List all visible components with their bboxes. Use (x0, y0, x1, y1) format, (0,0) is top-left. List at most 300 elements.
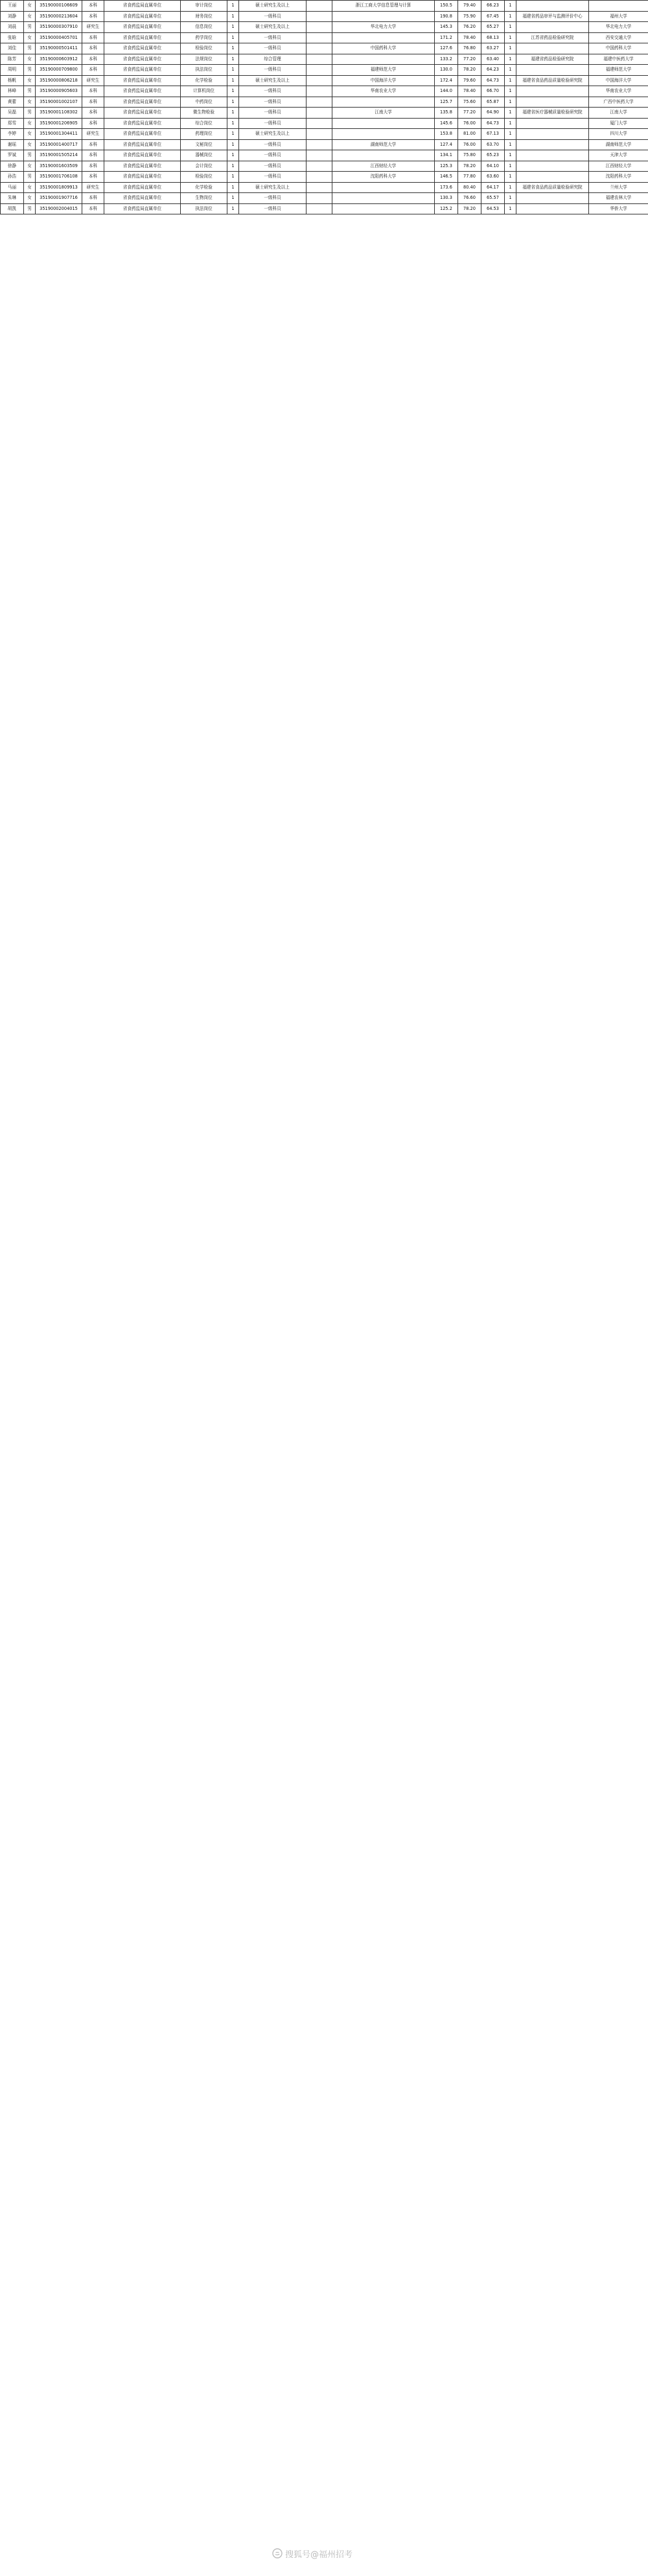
cell-education: 研究生 (82, 22, 104, 33)
cell-exam-id: 35190000307910 (36, 22, 82, 33)
cell-interview-score: 76.80 (458, 43, 481, 54)
cell-quota: 1 (227, 75, 239, 86)
cell-quota: 1 (227, 182, 239, 193)
cell-gender: 男 (24, 203, 36, 214)
table-row (1, 118, 648, 129)
cell-interview-score: 76.60 (458, 193, 481, 204)
document-page (0, 0, 648, 214)
cell-exam-id: 35190000709800 (36, 65, 82, 76)
cell-education: 本科 (82, 86, 104, 97)
cell-gender: 女 (24, 32, 36, 43)
cell-title: 一级科员 (239, 97, 307, 108)
cell-unit: 省食药监局直属单位 (104, 108, 181, 119)
cell-total-score: 64.53 (481, 203, 505, 214)
cell-gender: 女 (24, 75, 36, 86)
cell-interview-score: 75.60 (458, 97, 481, 108)
cell-rank: 1 (505, 75, 516, 86)
table-row (1, 1, 648, 12)
cell-gender: 男 (24, 86, 36, 97)
cell-interview-score: 76.00 (458, 118, 481, 129)
cell-position: 审计岗位 (181, 1, 227, 12)
cell-gender: 男 (24, 22, 36, 33)
cell-rank: 1 (505, 43, 516, 54)
cell-rank: 1 (505, 108, 516, 119)
cell-position: 计算机岗位 (181, 86, 227, 97)
cell-interview-score: 79.60 (458, 75, 481, 86)
cell-unit: 省食药监局直属单位 (104, 150, 181, 161)
cell-note (307, 11, 332, 22)
cell-unit: 省食药监局直属单位 (104, 161, 181, 172)
table-body (1, 1, 648, 214)
cell-unit: 省食药监局直属单位 (104, 1, 181, 12)
cell-school (332, 150, 435, 161)
cell-name: 徐静 (1, 161, 24, 172)
cell-gender: 女 (24, 11, 36, 22)
cell-note (307, 75, 332, 86)
cell-school: 沈阳药科大学 (332, 172, 435, 183)
cell-written-score: 127.6 (435, 43, 458, 54)
cell-unit: 省食药监局直属单位 (104, 43, 181, 54)
cell-graduate-school: 江西财经大学 (589, 161, 648, 172)
cell-exam-id: 35190001206905 (36, 118, 82, 129)
cell-education: 本科 (82, 11, 104, 22)
cell-written-score: 146.5 (435, 172, 458, 183)
cell-rank: 1 (505, 22, 516, 33)
cell-position: 检验岗位 (181, 172, 227, 183)
cell-education: 本科 (82, 150, 104, 161)
cell-note (307, 108, 332, 119)
cell-total-score: 64.23 (481, 65, 505, 76)
cell-school (332, 54, 435, 65)
cell-exam-id: 35190001400717 (36, 139, 82, 150)
cell-education: 本科 (82, 193, 104, 204)
cell-interview-score: 77.20 (458, 54, 481, 65)
cell-rank: 1 (505, 97, 516, 108)
cell-education: 本科 (82, 161, 104, 172)
cell-interview-score: 80.40 (458, 182, 481, 193)
cell-employer (516, 193, 589, 204)
cell-written-score: 133.2 (435, 54, 458, 65)
cell-employer (516, 161, 589, 172)
cell-position: 财务岗位 (181, 11, 227, 22)
cell-school: 中国海洋大学 (332, 75, 435, 86)
sohu-logo-icon (272, 2548, 283, 2559)
table-row (1, 203, 648, 214)
cell-graduate-school: 福建师范大学 (589, 65, 648, 76)
cell-gender: 女 (24, 129, 36, 140)
cell-education: 本科 (82, 108, 104, 119)
cell-exam-id: 35190000806218 (36, 75, 82, 86)
cell-unit: 省食药监局直属单位 (104, 86, 181, 97)
cell-employer: 福建省医疗器械质量检验研究院 (516, 108, 589, 119)
cell-name: 杨帆 (1, 75, 24, 86)
cell-quota: 1 (227, 43, 239, 54)
cell-written-score: 130.3 (435, 193, 458, 204)
cell-written-score: 173.6 (435, 182, 458, 193)
cell-education: 研究生 (82, 75, 104, 86)
cell-total-score: 64.73 (481, 75, 505, 86)
cell-name: 黄蕾 (1, 97, 24, 108)
cell-graduate-school: 福建农林大学 (589, 193, 648, 204)
cell-unit: 省食药监局直属单位 (104, 129, 181, 140)
cell-employer (516, 43, 589, 54)
cell-position: 检验岗位 (181, 43, 227, 54)
cell-total-score: 65.87 (481, 97, 505, 108)
cell-name: 刘佳 (1, 43, 24, 54)
cell-school (332, 129, 435, 140)
cell-total-score: 64.90 (481, 108, 505, 119)
cell-written-score: 130.0 (435, 65, 458, 76)
cell-note (307, 65, 332, 76)
cell-note (307, 97, 332, 108)
table-row (1, 182, 648, 193)
cell-name: 马丽 (1, 182, 24, 193)
cell-gender: 女 (24, 193, 36, 204)
cell-note (307, 150, 332, 161)
cell-employer (516, 129, 589, 140)
cell-exam-id: 35190000501411 (36, 43, 82, 54)
cell-school: 江西财经大学 (332, 161, 435, 172)
cell-interview-score: 78.40 (458, 32, 481, 43)
cell-exam-id: 35190001706108 (36, 172, 82, 183)
table-row (1, 86, 648, 97)
table-row (1, 54, 648, 65)
cell-employer: 福建省药品检验研究院 (516, 54, 589, 65)
cell-quota: 1 (227, 97, 239, 108)
cell-school (332, 32, 435, 43)
cell-unit: 省食药监局直属单位 (104, 11, 181, 22)
cell-quota: 1 (227, 11, 239, 22)
cell-interview-score: 78.20 (458, 203, 481, 214)
cell-education: 本科 (82, 139, 104, 150)
cell-gender: 女 (24, 97, 36, 108)
cell-employer (516, 118, 589, 129)
cell-name: 刘静 (1, 11, 24, 22)
personnel-results-table (0, 0, 648, 214)
cell-graduate-school: 福州大学 (589, 11, 648, 22)
cell-exam-id: 35190001603509 (36, 161, 82, 172)
cell-written-score: 190.8 (435, 11, 458, 22)
cell-gender: 男 (24, 108, 36, 119)
cell-title: 硕士研究生及以上 (239, 1, 307, 12)
cell-quota: 1 (227, 129, 239, 140)
cell-school: 中国药科大学 (332, 43, 435, 54)
cell-title: 综合管理 (239, 54, 307, 65)
cell-total-score: 66.23 (481, 1, 505, 12)
cell-total-score: 63.40 (481, 54, 505, 65)
cell-quota: 1 (227, 118, 239, 129)
cell-name: 陈芳 (1, 54, 24, 65)
cell-title: 一级科员 (239, 161, 307, 172)
table-row (1, 161, 648, 172)
cell-education: 本科 (82, 172, 104, 183)
cell-unit: 省食药监局直属单位 (104, 193, 181, 204)
cell-note (307, 22, 332, 33)
cell-name: 林峰 (1, 86, 24, 97)
cell-interview-score: 81.00 (458, 129, 481, 140)
cell-rank: 1 (505, 203, 516, 214)
cell-graduate-school: 四川大学 (589, 129, 648, 140)
cell-position: 器械岗位 (181, 150, 227, 161)
cell-title: 一级科员 (239, 172, 307, 183)
cell-written-score: 144.0 (435, 86, 458, 97)
cell-title: 硕士研究生及以上 (239, 22, 307, 33)
cell-gender: 女 (24, 54, 36, 65)
cell-exam-id: 35190000405701 (36, 32, 82, 43)
cell-education: 本科 (82, 43, 104, 54)
cell-gender: 男 (24, 172, 36, 183)
cell-total-score: 67.45 (481, 11, 505, 22)
cell-title: 一级科员 (239, 43, 307, 54)
cell-interview-score: 78.20 (458, 65, 481, 76)
cell-position: 执法岗位 (181, 65, 227, 76)
cell-position: 会计岗位 (181, 161, 227, 172)
table-row (1, 108, 648, 119)
cell-name: 罗斌 (1, 150, 24, 161)
cell-note (307, 182, 332, 193)
cell-graduate-school: 福建中医药大学 (589, 54, 648, 65)
cell-total-score: 65.57 (481, 193, 505, 204)
cell-gender: 女 (24, 1, 36, 12)
cell-gender: 女 (24, 161, 36, 172)
cell-title: 一级科员 (239, 108, 307, 119)
cell-unit: 省食药监局直属单位 (104, 54, 181, 65)
cell-title: 一级科员 (239, 86, 307, 97)
cell-title: 一级科员 (239, 193, 307, 204)
cell-written-score: 125.7 (435, 97, 458, 108)
cell-education: 本科 (82, 203, 104, 214)
cell-unit: 省食药监局直属单位 (104, 172, 181, 183)
cell-name: 朱琳 (1, 193, 24, 204)
cell-employer (516, 172, 589, 183)
cell-total-score: 63.27 (481, 43, 505, 54)
cell-note (307, 118, 332, 129)
cell-unit: 省食药监局直属单位 (104, 75, 181, 86)
cell-written-score: 125.2 (435, 203, 458, 214)
cell-graduate-school: 华北电力大学 (589, 22, 648, 33)
cell-rank: 1 (505, 161, 516, 172)
cell-exam-id: 35190001304411 (36, 129, 82, 140)
cell-school (332, 97, 435, 108)
cell-quota: 1 (227, 54, 239, 65)
cell-graduate-school (589, 1, 648, 12)
cell-school (332, 11, 435, 22)
cell-employer (516, 86, 589, 97)
cell-graduate-school: 江南大学 (589, 108, 648, 119)
cell-position: 药理岗位 (181, 129, 227, 140)
cell-name: 吴磊 (1, 108, 24, 119)
cell-title: 一级科员 (239, 139, 307, 150)
cell-interview-score: 78.20 (458, 161, 481, 172)
table-row (1, 150, 648, 161)
cell-school: 华南农业大学 (332, 86, 435, 97)
cell-rank: 1 (505, 150, 516, 161)
cell-exam-id: 35190001002107 (36, 97, 82, 108)
cell-gender: 女 (24, 118, 36, 129)
watermark (272, 2546, 382, 2560)
cell-school: 浙江工商大学信息管理与计算 (332, 1, 435, 12)
cell-exam-id: 35190001108302 (36, 108, 82, 119)
cell-graduate-school: 兰州大学 (589, 182, 648, 193)
cell-unit: 省食药监局直属单位 (104, 65, 181, 76)
cell-total-score: 65.27 (481, 22, 505, 33)
cell-position: 化学检验 (181, 182, 227, 193)
cell-position: 综合岗位 (181, 118, 227, 129)
cell-interview-score: 79.40 (458, 1, 481, 12)
cell-quota: 1 (227, 32, 239, 43)
cell-rank: 1 (505, 1, 516, 12)
cell-note (307, 203, 332, 214)
cell-education: 本科 (82, 118, 104, 129)
cell-graduate-school: 华侨大学 (589, 203, 648, 214)
table-row (1, 75, 648, 86)
cell-written-score: 150.5 (435, 1, 458, 12)
cell-interview-score: 75.80 (458, 150, 481, 161)
cell-unit: 省食药监局直属单位 (104, 118, 181, 129)
cell-graduate-school: 天津大学 (589, 150, 648, 161)
table-row (1, 129, 648, 140)
cell-rank: 1 (505, 118, 516, 129)
cell-education: 本科 (82, 97, 104, 108)
cell-note (307, 129, 332, 140)
cell-graduate-school: 华南农业大学 (589, 86, 648, 97)
cell-graduate-school: 广西中医药大学 (589, 97, 648, 108)
cell-unit: 省食药监局直属单位 (104, 139, 181, 150)
cell-gender: 男 (24, 65, 36, 76)
cell-note (307, 43, 332, 54)
cell-position: 微生物检验 (181, 108, 227, 119)
table-row (1, 22, 648, 33)
cell-exam-id: 35190001505214 (36, 150, 82, 161)
cell-exam-id: 35190000213604 (36, 11, 82, 22)
cell-school (332, 182, 435, 193)
cell-written-score: 134.1 (435, 150, 458, 161)
cell-name: 孙浩 (1, 172, 24, 183)
cell-title: 硕士研究生及以上 (239, 129, 307, 140)
cell-note (307, 172, 332, 183)
table-row (1, 172, 648, 183)
cell-graduate-school: 厦门大学 (589, 118, 648, 129)
cell-graduate-school: 湖南师范大学 (589, 139, 648, 150)
cell-interview-score: 77.20 (458, 108, 481, 119)
cell-gender: 女 (24, 182, 36, 193)
cell-school (332, 193, 435, 204)
cell-name: 郑雪 (1, 118, 24, 129)
cell-name: 李婷 (1, 129, 24, 140)
cell-unit: 省食药监局直属单位 (104, 182, 181, 193)
cell-gender: 男 (24, 150, 36, 161)
cell-title: 一级科员 (239, 203, 307, 214)
cell-total-score: 64.17 (481, 182, 505, 193)
cell-rank: 1 (505, 54, 516, 65)
cell-rank: 1 (505, 65, 516, 76)
watermark-text: 搜狐号@福州招考 (285, 2549, 353, 2560)
cell-quota: 1 (227, 203, 239, 214)
cell-rank: 1 (505, 182, 516, 193)
cell-note (307, 86, 332, 97)
cell-rank: 1 (505, 193, 516, 204)
table-row (1, 11, 648, 22)
cell-employer: 江苏省药品检验研究院 (516, 32, 589, 43)
cell-position: 法规岗位 (181, 54, 227, 65)
cell-name: 谢瑶 (1, 139, 24, 150)
cell-employer (516, 203, 589, 214)
cell-rank: 1 (505, 11, 516, 22)
cell-quota: 1 (227, 108, 239, 119)
cell-written-score: 135.8 (435, 108, 458, 119)
cell-school (332, 118, 435, 129)
cell-employer (516, 22, 589, 33)
cell-employer: 福建省食品药品质量检验研究院 (516, 182, 589, 193)
cell-title: 一级科员 (239, 65, 307, 76)
cell-employer (516, 97, 589, 108)
cell-title: 一级科员 (239, 32, 307, 43)
cell-school: 湖南师范大学 (332, 139, 435, 150)
cell-education: 研究生 (82, 182, 104, 193)
cell-quota: 1 (227, 65, 239, 76)
cell-employer (516, 1, 589, 12)
cell-written-score: 145.6 (435, 118, 458, 129)
table-row (1, 43, 648, 54)
cell-total-score: 64.73 (481, 118, 505, 129)
cell-rank: 1 (505, 86, 516, 97)
cell-quota: 1 (227, 139, 239, 150)
cell-position: 生物岗位 (181, 193, 227, 204)
cell-note (307, 54, 332, 65)
cell-quota: 1 (227, 86, 239, 97)
cell-exam-id: 35190001809913 (36, 182, 82, 193)
table-row (1, 193, 648, 204)
cell-position: 文秘岗位 (181, 139, 227, 150)
cell-written-score: 172.4 (435, 75, 458, 86)
cell-written-score: 145.3 (435, 22, 458, 33)
cell-unit: 省食药监局直属单位 (104, 203, 181, 214)
cell-employer: 福建省药品审评与监测评价中心 (516, 11, 589, 22)
cell-name: 刘晨 (1, 22, 24, 33)
cell-title: 一级科员 (239, 11, 307, 22)
cell-graduate-school: 中国海洋大学 (589, 75, 648, 86)
cell-name: 王丽 (1, 1, 24, 12)
cell-exam-id: 35190002004015 (36, 203, 82, 214)
cell-interview-score: 78.40 (458, 86, 481, 97)
cell-quota: 1 (227, 1, 239, 12)
cell-total-score: 63.70 (481, 139, 505, 150)
cell-rank: 1 (505, 139, 516, 150)
cell-position: 信息岗位 (181, 22, 227, 33)
cell-education: 本科 (82, 32, 104, 43)
cell-total-score: 66.70 (481, 86, 505, 97)
cell-education: 研究生 (82, 129, 104, 140)
cell-employer (516, 150, 589, 161)
cell-unit: 省食药监局直属单位 (104, 32, 181, 43)
cell-rank: 1 (505, 32, 516, 43)
cell-written-score: 171.2 (435, 32, 458, 43)
cell-position: 执法岗位 (181, 203, 227, 214)
table-row (1, 139, 648, 150)
table-row (1, 32, 648, 43)
cell-unit: 省食药监局直属单位 (104, 22, 181, 33)
cell-total-score: 63.60 (481, 172, 505, 183)
cell-note (307, 193, 332, 204)
cell-school: 江南大学 (332, 108, 435, 119)
cell-interview-score: 76.00 (458, 139, 481, 150)
cell-school: 华北电力大学 (332, 22, 435, 33)
cell-name: 胡凯 (1, 203, 24, 214)
cell-graduate-school: 中国药科大学 (589, 43, 648, 54)
cell-note (307, 1, 332, 12)
cell-total-score: 64.10 (481, 161, 505, 172)
cell-education: 本科 (82, 54, 104, 65)
